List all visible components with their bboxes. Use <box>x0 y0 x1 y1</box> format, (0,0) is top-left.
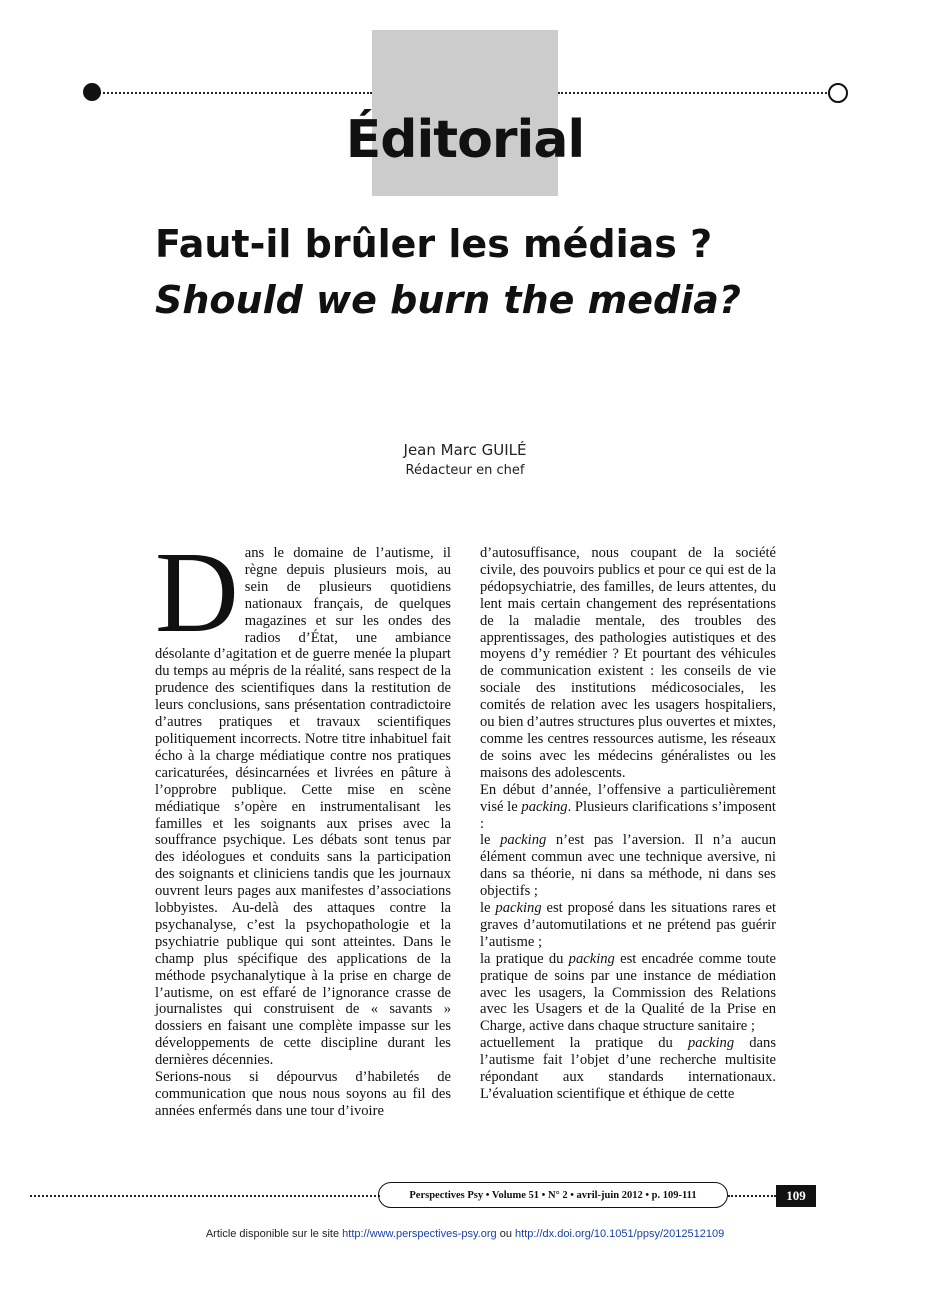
paragraph: la pratique du packing est encadrée comme toute pratique de soins par une instance de médiation avec les usagers, la Commission des Relations avec les Usagers et de la Qualité de la Prise en Charge, active dans chaque structure sanitaire ; <box>480 950 776 1035</box>
journal-citation: Perspectives Psy • Volume 51 • N° 2 • avril-juin 2012 • p. 109-111 <box>378 1182 728 1208</box>
term-packing: packing <box>568 950 615 967</box>
paragraph: le packing n’est pas l’aversion. Il n’a aucun élément commun avec une technique aversive, ni dans sa théorie, ni dans sa méthode, ni dans ses objectifs ; <box>480 832 776 900</box>
author-role: Rédacteur en chef <box>405 463 525 478</box>
page-number: 109 <box>776 1185 816 1207</box>
paragraph: le packing est proposé dans les situations rares et graves d’automutilations et ne prétend pas guérir l’autisme ; <box>480 900 776 950</box>
section-label: Éditorial <box>345 110 585 170</box>
site-link[interactable]: http://www.perspectives-psy.org <box>342 1228 497 1240</box>
open-circle-icon <box>828 83 848 103</box>
author-name: Jean Marc GUILÉ <box>403 441 527 459</box>
header-dotted-rule-left <box>96 92 372 94</box>
body-column-right <box>480 545 776 1103</box>
paragraph: Serions-nous si dépourvus d’habiletés de communication que nous nous soyons au fil des années enfermés dans une tour d’ivoire <box>155 1069 451 1119</box>
doi-link[interactable]: http://dx.doi.org/10.1051/ppsy/2012512109 <box>515 1228 725 1240</box>
paragraph: d’autosuffisance, nous coupant de la société civile, des pouvoirs publics et pour ce qui est de la pédopsychiatrie, des familles, de leurs attentes, du lent mais certain changement des représentations de la maladie mentale, des troubles des apprentissages, des pathologies autistiques et des moyens d’y remédier ? Et pourtant des véhicules de communication existent : les conseils de vie sociale des institutions médicosociales, les comités de relation avec les usagers hospitaliers, ou bien d’autres structures plus ouvertes et mixtes, comme les centres ressources autisme, les réseaux de soins avec les médecins généralistes ou les maisons des adolescents. <box>480 545 776 781</box>
term-packing: packing <box>495 900 542 917</box>
body-column-left <box>155 529 451 1120</box>
paragraph <box>155 529 451 1069</box>
paragraph: En début d’année, l’offensive a particulièrement visé le packing. Plusieurs clarifications s’imposent : <box>480 781 776 832</box>
filled-circle-icon <box>83 83 101 101</box>
paragraph: actuellement la pratique du packing dans l’autisme fait l’objet d’une recherche multisite répondant aux standards internationaux. L’évaluation scientifique et éthique de cette <box>480 1035 776 1102</box>
availability-prefix: Article disponible sur le site <box>205 1228 340 1240</box>
article-title-english: Should we burn the media? <box>155 278 741 322</box>
term-packing: packing <box>500 832 547 849</box>
footer-dotted-rule-right <box>728 1195 776 1197</box>
availability-connector: ou <box>499 1228 512 1240</box>
header-dotted-rule-right <box>558 92 830 94</box>
term-packing: packing <box>687 1035 735 1052</box>
paragraph-text: ans le domaine de l’autisme, il règne depuis plusieurs mois, au sein de plusieurs quotidiens nationaux français, de quelques magazines et sur les ondes des radios d’État, une ambiance désolante d’agitation et de guerre menée la plupart du temps au mépris de la réalité, sans respect de la prudence des scientifiques dans la restitution de leurs conclusions, sans présentation contradictoire d’autres pratiques et travaux scientifiques politiquement incorrects. Notre titre inhabituel fait écho à la charge médiatique contre nos pratiques caricaturées, désincarnées et livrées en pâture à l’opprobre publique. Cette mise en scène médiatique s’opère en instrumentalisant les familles et les soignants aux prises avec la souffrance psychique. Les débats sont tenus par des idéologues et conduits sans la participation des soignants et cliniciens tandis que les journaux ouvrent leurs pages aux manifestes d’associations lobbyistes. Au-delà des attaques contre la psychanalyse, c’est la psychopathologie et la psychiatrie publique qui sont atteintes. Dans le champ plus spécifique des applications de la méthode psychanalytique à la prise en charge de l’autisme, on est effaré de l’ignorance crasse de journalistes qui construisent de « savants » dossiers en faisant une complète impasse sur les développements de cette discipline durant les dernières décennies. <box>155 545 451 1069</box>
footer-dotted-rule-left <box>30 1195 380 1197</box>
article-title-french: Faut-il brûler les médias ? <box>155 222 713 266</box>
availability-line <box>0 1228 930 1240</box>
term-packing: packing <box>521 798 568 815</box>
drop-cap: D <box>155 529 239 657</box>
